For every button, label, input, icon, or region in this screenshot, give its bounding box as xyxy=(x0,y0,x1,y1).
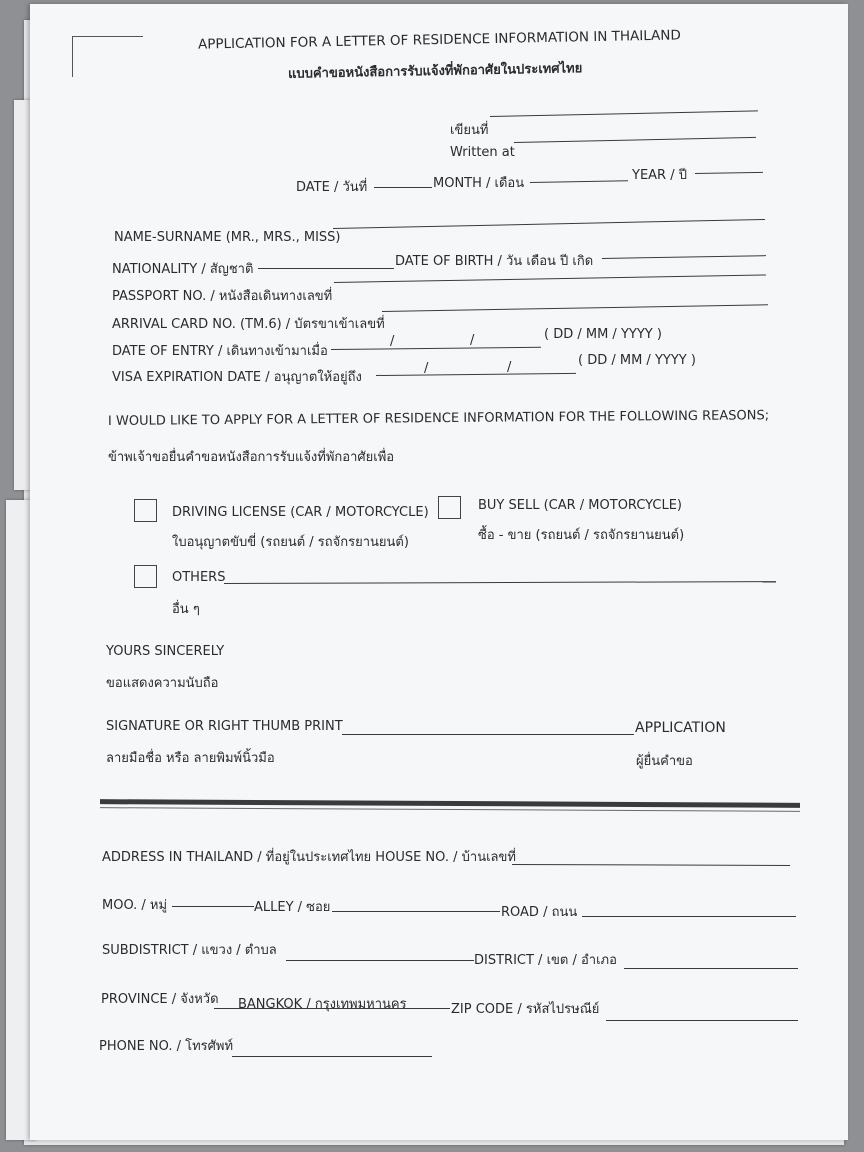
zip-code-line[interactable] xyxy=(606,1020,798,1021)
year-label: YEAR / ปี xyxy=(632,168,687,183)
date-of-entry-label: DATE OF ENTRY / เดินทางเข้ามาเมื่อ xyxy=(112,344,328,359)
reasons-intro-thai: ข้าพเจ้าขอยื่นคำขอหนังสือการรับแจ้งที่พักอาศัยเพื่อ xyxy=(108,450,395,465)
subdistrict-line[interactable] xyxy=(286,960,474,961)
reasons-intro-english: I WOULD LIKE TO APPLY FOR A LETTER OF RESIDENCE INFORMATION FOR THE FOLLOWING REASONS; xyxy=(107,408,770,429)
signature-line[interactable] xyxy=(342,734,634,735)
visa-expiration-slash-2: / xyxy=(507,360,512,375)
date-of-birth-label: DATE OF BIRTH / วัน เดือน ปี เกิด xyxy=(395,254,594,269)
phone-line[interactable] xyxy=(232,1056,432,1057)
passport-label: PASSPORT NO. / หนังสือเดินทางเลขที่ xyxy=(112,289,333,304)
name-surname-label: NAME-SURNAME (MR., MRS., MISS) xyxy=(114,230,341,245)
visa-expiration-slash-1: / xyxy=(424,361,429,376)
visa-expiration-format: ( DD / MM / YYYY ) xyxy=(578,353,696,368)
date-label: DATE / วันที่ xyxy=(296,180,368,195)
driving-license-checkbox[interactable] xyxy=(134,499,157,522)
province-value: BANGKOK / กรุงเทพมหานคร xyxy=(238,997,407,1012)
signature-thai-label: ลายมือชื่อ หรือ ลายพิมพ์นิ้วมือ xyxy=(106,751,275,766)
province-line[interactable] xyxy=(214,1008,450,1009)
date-of-entry-format: ( DD / MM / YYYY ) xyxy=(544,327,662,342)
road-label: ROAD / ถนน xyxy=(501,905,578,920)
yours-sincerely-thai-label: ขอแสดงความนับถือ xyxy=(106,676,219,691)
applicant-label: APPLICATION xyxy=(635,720,726,736)
moo-label: MOO. / หมู่ xyxy=(102,898,168,913)
address-label: ADDRESS IN THAILAND / ที่อยู่ในประเทศไทย HOUSE NO. / บ้านเลขที่ xyxy=(102,850,516,865)
form-title-english: APPLICATION FOR A LETTER OF RESIDENCE INFORMATION IN THAILAND xyxy=(197,27,681,53)
visa-expiration-label: VISA EXPIRATION DATE / อนุญาตให้อยู่ถึง xyxy=(112,370,362,385)
others-thai-label: อื่น ๆ xyxy=(172,602,200,617)
driving-license-label: DRIVING LICENSE (CAR / MOTORCYCLE) xyxy=(172,505,429,520)
others-checkbox[interactable] xyxy=(134,565,157,588)
signature-label: SIGNATURE OR RIGHT THUMB PRINT xyxy=(106,719,343,734)
district-label: DISTRICT / เขต / อำเภอ xyxy=(474,953,617,968)
nationality-label: NATIONALITY / สัญชาติ xyxy=(112,262,254,277)
province-label: PROVINCE / จังหวัด xyxy=(101,992,219,1007)
buy-sell-thai-label: ซื้อ - ขาย (รถยนต์ / รถจักรยานยนต์) xyxy=(478,528,685,543)
form-title-thai: แบบคำขอหนังสือการรับแจ้งที่พักอาศัยในประเทศไทย xyxy=(287,61,583,82)
buy-sell-label: BUY SELL (CAR / MOTORCYCLE) xyxy=(478,498,683,513)
alley-label: ALLEY / ซอย xyxy=(254,900,331,915)
others-label: OTHERS xyxy=(172,570,226,585)
alley-line[interactable] xyxy=(332,911,500,912)
nationality-line[interactable] xyxy=(258,268,394,269)
subdistrict-label: SUBDISTRICT / แขวง / ตำบล xyxy=(102,943,277,958)
written-at-label: Written at xyxy=(450,145,515,160)
driving-license-thai-label: ใบอนุญาตขับขี่ (รถยนต์ / รถจักรยานยนต์) xyxy=(172,535,409,550)
phone-label: PHONE NO. / โทรศัพท์ xyxy=(99,1039,234,1054)
arrival-card-label: ARRIVAL CARD NO. (TM.6) / บัตรขาเข้าเลขที่ xyxy=(112,317,385,332)
applicant-thai-label: ผู้ยื่นคำขอ xyxy=(636,754,693,769)
road-line[interactable] xyxy=(582,916,796,917)
yours-sincerely-label: YOURS SINCERELY xyxy=(106,644,225,659)
zip-code-label: ZIP CODE / รหัสไปรษณีย์ xyxy=(451,1002,600,1017)
moo-line[interactable] xyxy=(172,906,254,907)
buy-sell-checkbox[interactable] xyxy=(438,496,461,519)
date-of-entry-slash-1: / xyxy=(390,334,395,349)
back-sheet-corner-mark xyxy=(72,36,143,77)
date-of-entry-slash-2: / xyxy=(470,333,475,348)
written-at-thai-label: เขียนที่ xyxy=(450,123,489,138)
district-line[interactable] xyxy=(624,968,798,969)
date-line[interactable] xyxy=(374,187,432,188)
month-label: MONTH / เดือน xyxy=(433,176,525,191)
